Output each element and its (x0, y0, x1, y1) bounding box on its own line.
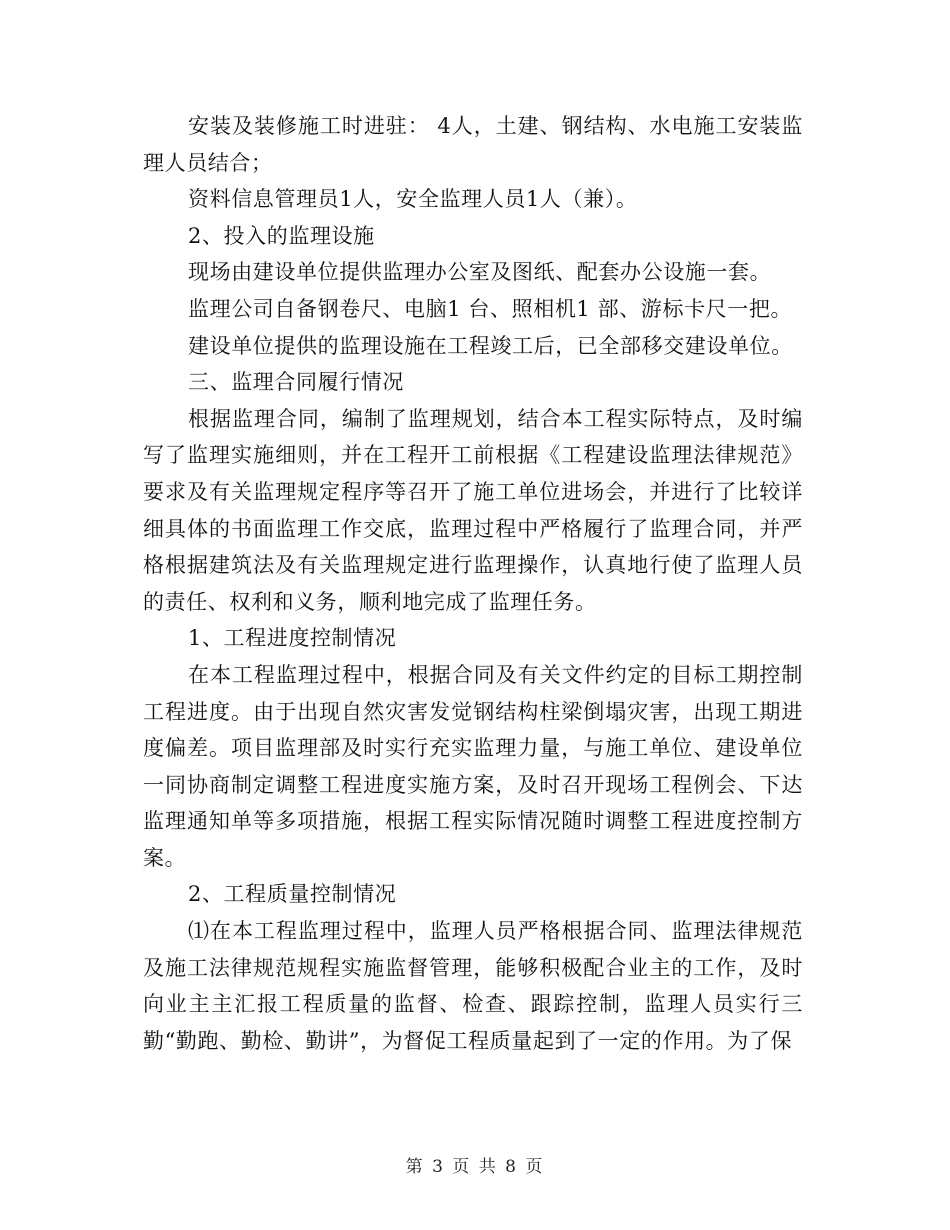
heading-contract-performance: 三、监理合同履行情况 (188, 370, 404, 395)
page-number-footer: 第 3 页 共 8 页 (405, 1157, 545, 1177)
paragraph-staffing-install: 安装及装修施工时进驻： 4人，土建、钢结构、水电施工安装监理人员结合； (143, 114, 803, 175)
document-body (143, 108, 803, 1059)
paragraph-contract-performance: 根据监理合同，编制了监理规划，结合本工程实际特点，及时编写了监理实施细则，并在工程开工前根据《工程建设监理法律规范》要求及有关监理规定程序等召开了施工单位进场会，并进行了比较详细具体的书面监理工作交底，监理过程中严格履行了监理合同，并严格根据建筑法及有关监理规定进行监理操作，认真地行使了监理人员的责任、权利和义务，顺利地完成了监理任务。 (143, 406, 803, 614)
paragraph-staffing-info: 资料信息管理员1人，安全监理人员1人（兼）。 (188, 187, 638, 212)
paragraph-company-equipment: 监理公司自备钢卷尺、电脑1 台、照相机1 部、游标卡尺一把。 (188, 296, 793, 321)
heading-schedule-control: 1、工程进度控制情况 (188, 626, 397, 651)
paragraph-schedule-control: 在本工程监理过程中，根据合同及有关文件约定的目标工期控制工程进度。由于出现自然灾害发觉钢结构柱梁倒塌灾害，出现工期进度偏差。项目监理部及时实行充实监理力量，与施工单位、建设单位一同协商制定调整工程进度实施方案，及时召开现场工程例会、下达监理通知单等多项措施，根据工程实际情况随时调整工程进度控制方案。 (143, 662, 803, 870)
paragraph-facilities-handover: 建设单位提供的监理设施在工程竣工后，已全部移交建设单位。 (188, 333, 793, 358)
paragraph-site-office: 现场由建设单位提供监理办公室及图纸、配套办公设施一套。 (188, 260, 772, 285)
paragraph-quality-control: ⑴在本工程监理过程中，监理人员严格根据合同、监理法律规范及施工法律规范规程实施监督管理，能够积极配合业主的工作，及时向业主主汇报工程质量的监督、检查、跟踪控制，监理人员实行三勤“勤跑、勤检、勤讲”，为督促工程质量起到了一定的作用。为了保 (143, 919, 803, 1053)
heading-quality-control: 2、工程质量控制情况 (188, 882, 397, 907)
heading-supervision-facilities: 2、投入的监理设施 (188, 223, 375, 248)
